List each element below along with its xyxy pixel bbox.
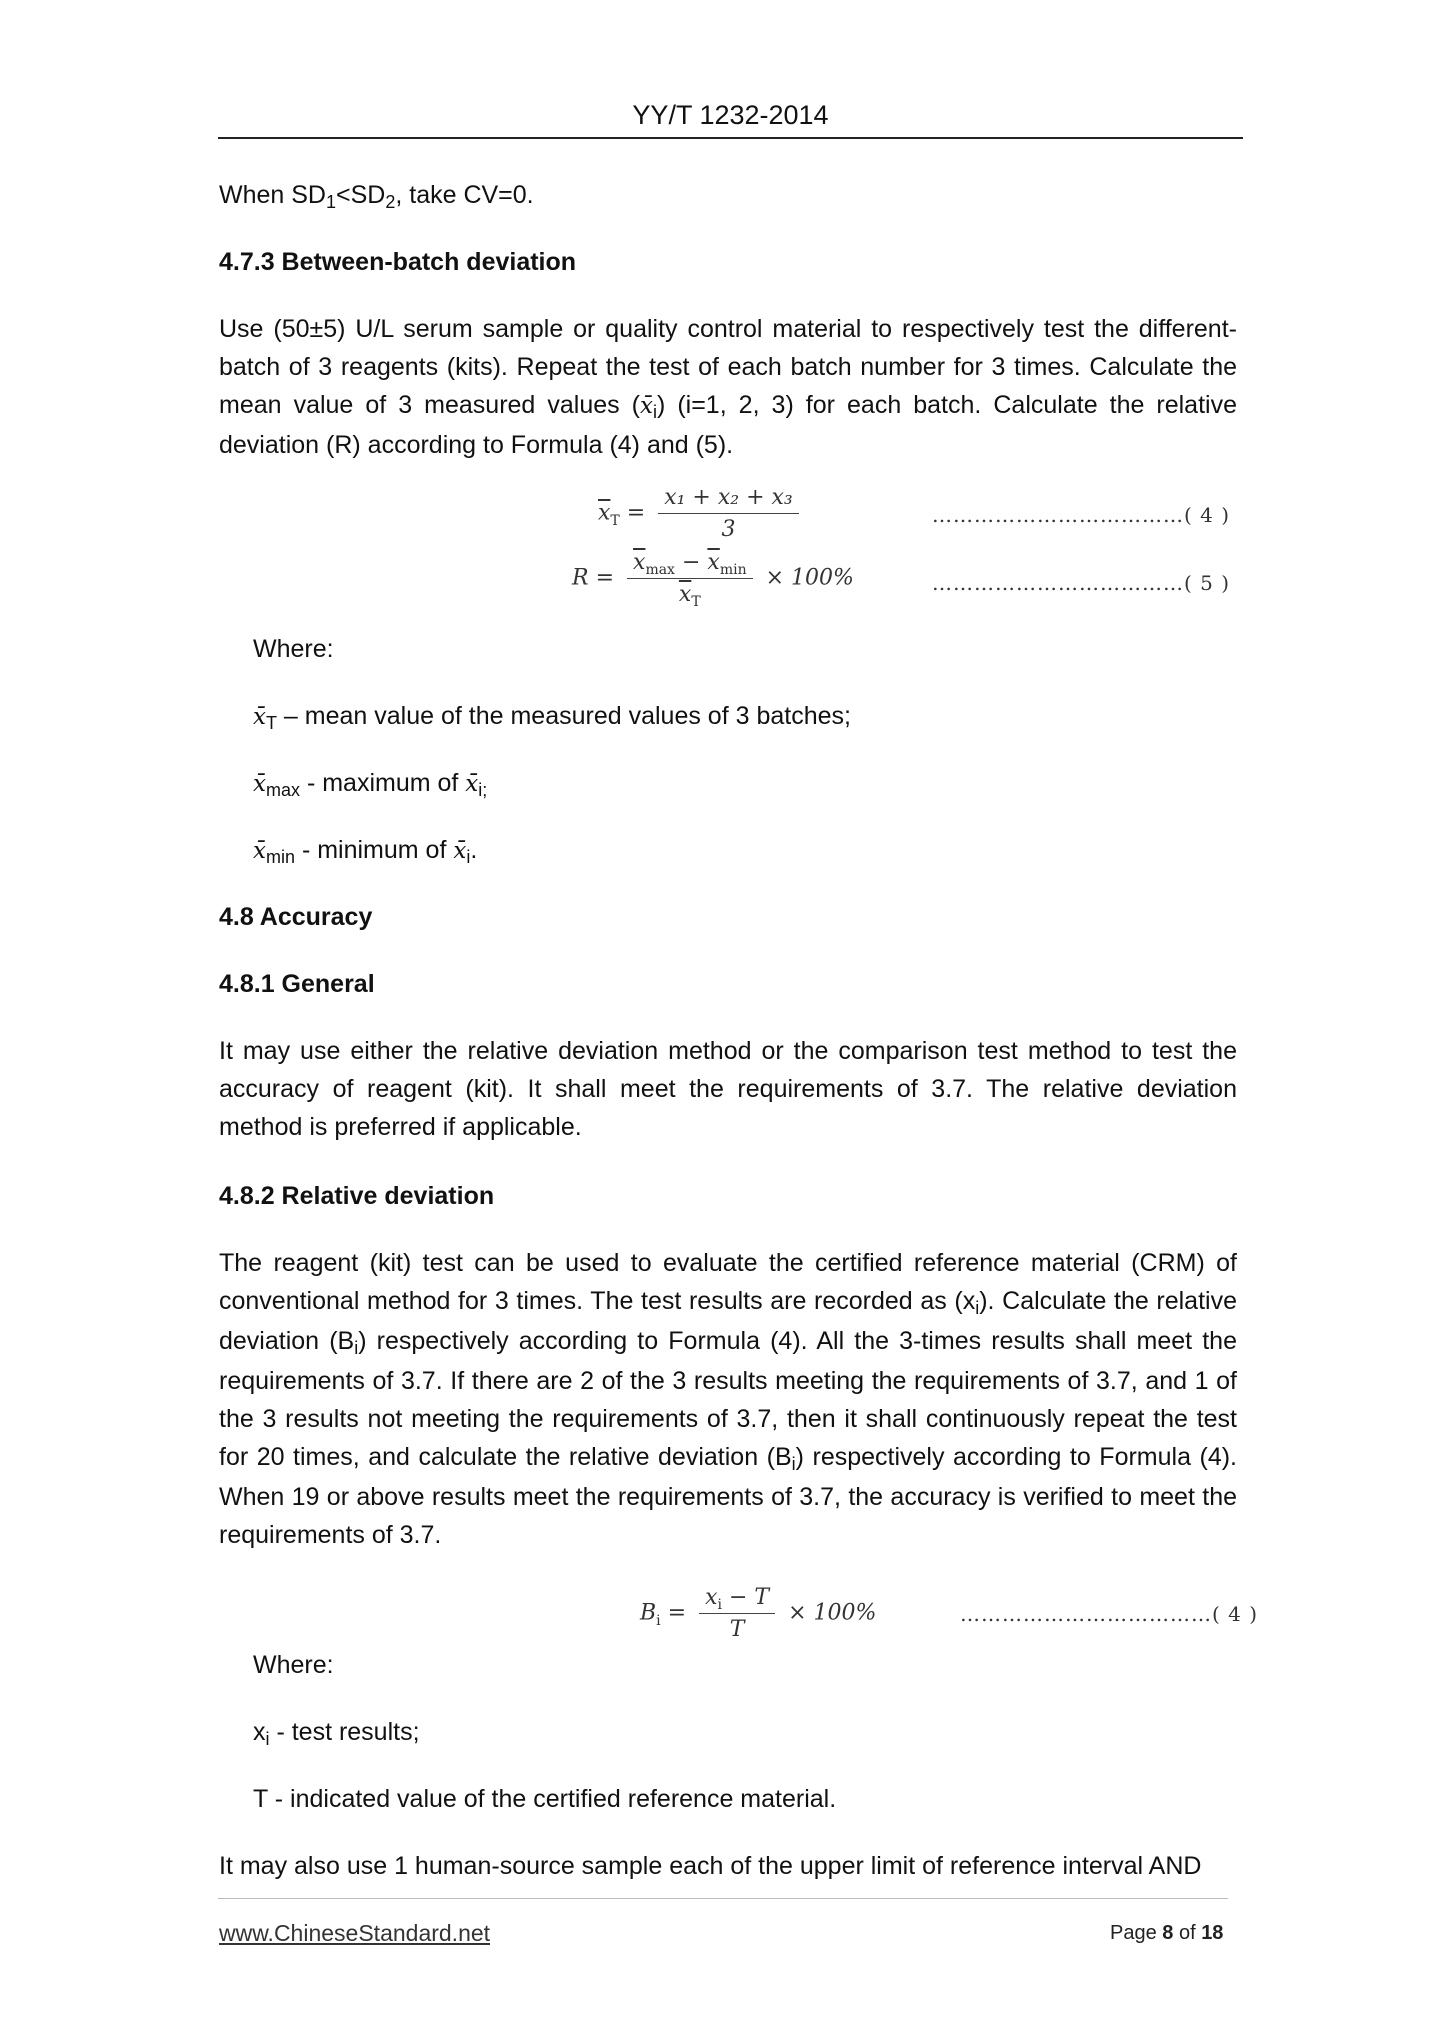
footer-site-link[interactable]: www.ChineseStandard.net — [219, 1920, 491, 1946]
section-heading-4-7-3: 4.7.3 Between-batch deviation — [219, 248, 577, 276]
footer-page-number: Page 8 of 18 — [1110, 1922, 1224, 1944]
formula-5-number: ………………………………( 5 ) — [932, 571, 1231, 595]
between-batch-paragraph: Use (50±5) U/L serum sample or quality control material to respectively test the different-batch of 3 reagents (kits). Repeat the test of each batch number for 3 times. Calculate the mean value of 3 measured values $(x̄_i)$ (i=1, 2, 3) for each batch. Calculate the relative deviation (R) according to Formula (4) and (5). — [219, 315, 1237, 459]
def-x-t: $x̄_T$ – mean value of the measured values of 3 batches; — [253, 702, 851, 733]
header-rule — [218, 137, 1243, 139]
where-label-2: Where: — [253, 1651, 334, 1679]
section-heading-4-8-2: 4.8.2 Relative deviation — [219, 1182, 495, 1210]
def-x-min: $x̄_{min}$ - minimum of $x̄_i$. — [253, 836, 478, 867]
formula-b: $B_i$ = $\frac{x_i - T}{T}$ × 100% — [640, 1585, 877, 1642]
where-label: Where: — [253, 635, 334, 663]
formula-5: R = $\frac{\overline{x}_{max} - \overline{x}_{min}}{\overline{x}_T}$ × 100% — [572, 550, 854, 610]
def-x-i: $x_i$ - test results; — [253, 1718, 420, 1749]
sd-condition-paragraph: When $SD_1<SD_2$, take CV=0. — [219, 181, 534, 212]
def-x-max: $x̄_{max}$ - maximum of $x̄_{i;}$ — [253, 769, 488, 800]
section-heading-4-8: 4.8 Accuracy — [219, 903, 373, 931]
relative-deviation-paragraph: The reagent (kit) test can be used to evaluate the certified reference material (CRM) of conventional method for 3 times. The test results are recorded as $(x_i)$. Calculate the relative deviation $(B_i)$ respectively according to Formula (4). All the 3-times results shall meet the requirements of 3.7. If there are 2 of the 3 results meeting the requirements of 3.7, and 1 of the 3 results not meeting the requirements of 3.7, then it shall continuously repeat the test for 20 times, and calculate the relative deviation $(B_i)$ respectively according to Formula (4). When 19 or above results meet the requirements of 3.7, the accuracy is verified to meet the requirements of 3.7. — [219, 1249, 1238, 1549]
section-heading-4-8-1: 4.8.1 General — [219, 970, 375, 998]
general-paragraph: It may use either the relative deviation method or the comparison test method to test the accuracy of reagent (kit). It shall meet the requirements of 3.7. The relative deviation method is preferred if applicable. — [219, 1037, 1237, 1141]
formula-b-number: ………………………………( 4 ) — [960, 1602, 1259, 1626]
page-header-code: YY/T 1232-2014 — [632, 100, 829, 130]
last-paragraph: It may also use 1 human-source sample each of the upper limit of reference interval AND — [219, 1852, 1202, 1880]
formula-4: $\overline{x}_T$ = $\frac{\text{x₁ + x₂ + x₃}}{3}$ — [598, 485, 805, 542]
footer-rule — [218, 1898, 1228, 1899]
def-t: T - indicated value of the certified reference material. — [253, 1785, 837, 1813]
formula-4-number: ………………………………( 4 ) — [932, 503, 1231, 527]
